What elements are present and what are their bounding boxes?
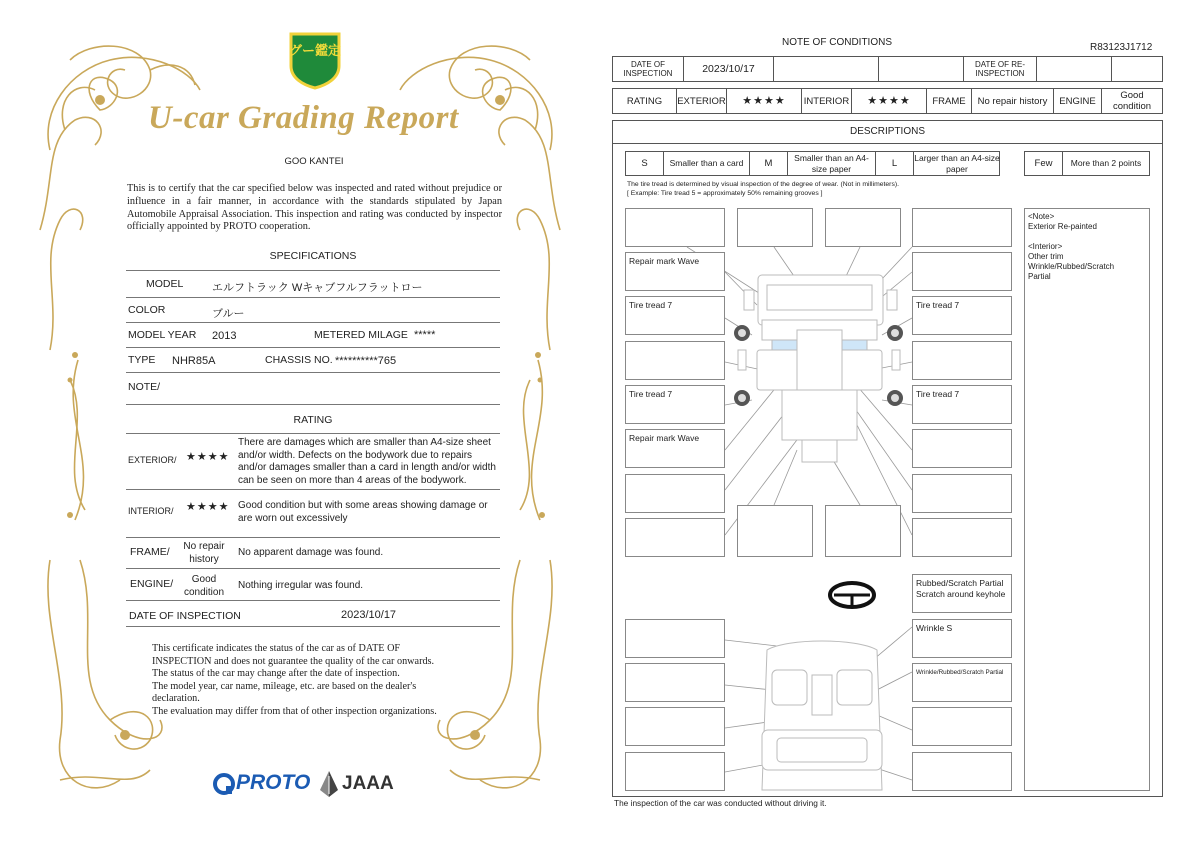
size-legend [625,151,1000,176]
specifications-heading: SPECIFICATIONS [269,250,357,262]
note-box [1024,208,1150,791]
spacer [1028,232,1146,242]
exterior-label: EXTERIOR [677,89,727,113]
footer-line: The status of the car may change after the date of inspection. [152,668,400,680]
divider [126,600,500,601]
proto-logo-text: PROTO [236,771,311,794]
interior-note-label: <Interior> [1028,242,1063,251]
footer-line: INSPECTION and does not guarantee the quality of the car onwards. [152,655,435,667]
diagram-box [825,505,901,557]
descriptions-heading: DESCRIPTIONS [612,120,1163,144]
conditions-heading: NOTE OF CONDITIONS [782,37,892,48]
divider [126,568,500,569]
diagram-box [912,474,1012,513]
model-value: エルフトラック Wキャブフルフラットロー [212,282,423,294]
conditions-footer: The inspection of the car was conducted without driving it. [614,798,827,808]
diagram-box [625,752,725,791]
footer-line: The evaluation may differ from that of other inspection organizations. [152,705,437,717]
interior-description: Good condition but with some areas showing damage or are worn out excessively [238,500,488,524]
note-line: Exterior Re-painted [1028,222,1097,231]
diagram-box [912,429,1012,468]
tire-note-line: [ Example: Tire tread 5 = approximately 50% remaining grooves ] [627,190,823,197]
diagram-box-trim: Wrinkle/Rubbed/Scratch Partial [912,663,1012,702]
color-label: COLOR [128,304,166,316]
legend-s: S [626,152,664,175]
diagram-box-tire-front-left: Tire tread 7 [625,296,725,335]
exterior-label: EXTERIOR/ [128,455,177,465]
footer-line: declaration. [152,693,200,705]
diagram-box [625,474,725,513]
diagram-box [737,208,813,247]
interior-stars: ★★★★ [852,89,927,113]
legend-s-desc: Smaller than a card [664,152,750,175]
diagram-box-tire-rear-right: Tire tread 7 [912,385,1012,424]
diagram-box-repair-wave-1: Repair mark Wave [625,252,725,291]
diagram-box [625,619,725,658]
diagram-box [912,341,1012,380]
model-label: MODEL [146,278,184,290]
diagram-box [825,208,901,247]
footer-line: This certificate indicates the status of the car as of DATE OF [152,643,401,654]
color-value: ブルー [212,308,245,320]
exterior-stars: ★★★★ [186,451,230,463]
metered-milage-value: ***** [414,329,436,341]
frame-label: FRAME/ [130,546,170,558]
interior-label: INTERIOR [802,89,852,113]
diagram-box-seat: Wrinkle S [912,619,1012,658]
rating-label: RATING [613,89,677,113]
diagram-box [912,252,1012,291]
divider [126,372,500,373]
divider [126,537,500,538]
rating-heading: RATING [293,414,333,426]
proto-mark-icon [212,772,236,796]
engine-description: Nothing irregular was found. [238,580,364,591]
note-line: Other trim [1028,252,1064,261]
diagram-box-tire-rear-left: Tire tread 7 [625,385,725,424]
legend-m: M [750,152,788,175]
date-of-inspection-value: 2023/10/17 [684,57,774,81]
diagram-box [912,208,1012,247]
date-of-inspection-value: 2023/10/17 [341,609,397,621]
type-value: NHR85A [172,355,216,367]
goo-kantei-logo [287,30,343,90]
engine-value: Good condition [183,574,225,598]
diagram-box [912,752,1012,791]
certificate-title: U-car Grading Report [148,100,459,136]
frame-value: No repair history [183,541,225,565]
jaaa-logo [318,770,398,798]
tire-tread-note [627,180,899,198]
engine-label: ENGINE/ [130,578,174,590]
engine-value: Good condition [1112,90,1152,112]
divider [126,433,500,434]
blank-cell [774,57,879,81]
certificate-footer [152,643,437,719]
document-id: R83123J1712 [1090,42,1153,53]
model-year-value: 2013 [212,330,237,342]
note-label: NOTE/ [128,381,161,393]
certification-intro: This is to certify that the car specified below was inspected and rated without prejudice or influence in a fair manner, in accordance with the standards stipulated by Japan Automobile Appraisal Association. This inspection and rating was conducted by inspector officially appointed by PROTO cooperation. [127,183,502,233]
diagram-box-repair-wave-2: Repair mark Wave [625,429,725,468]
metered-milage-label: METERED MILAGE [314,329,408,341]
exterior-stars: ★★★★ [727,89,802,113]
legend-few: Few [1025,152,1063,175]
logo-text: グー鑑定 [288,43,341,58]
diagram-box [625,707,725,746]
diagram-box [625,663,725,702]
type-label: TYPE [128,354,156,366]
note-line: Partial [1028,272,1051,281]
diagram-box-steering: Rubbed/Scratch Partial Scratch around keyhole [912,574,1012,613]
legend-l: L [876,152,914,175]
jaaa-mark-icon [318,770,340,798]
engine-label: ENGINE [1054,89,1102,113]
diagram-box [625,518,725,557]
diagram-box [912,707,1012,746]
frame-label: FRAME [927,89,972,113]
diagram-box [625,208,725,247]
diagram-box [737,505,813,557]
diagram-box [625,341,725,380]
footer-line: The model year, car name, mileage, etc. are based on the dealer's [152,680,417,692]
frame-value: No repair history [972,89,1054,113]
divider [126,626,500,627]
date-of-inspection-label: DATE OF INSPECTION [613,57,684,81]
divider [126,347,500,348]
blank-cell [1037,57,1112,81]
legend-m-desc: Smaller than an A4-size paper [788,152,876,175]
diagram-box-tire-front-right: Tire tread 7 [912,296,1012,335]
date-of-inspection-label: DATE OF INSPECTION [129,610,241,622]
blank-cell [879,57,964,81]
divider [126,270,500,271]
date-of-reinspection-label: DATE OF RE-INSPECTION [964,57,1037,81]
rating-row [612,88,1163,114]
divider [126,322,500,323]
exterior-description: There are damages which are smaller than A4-size sheet and/or width. Defects on the bodywork due to repairs and/or damages smaller than a card in length and/or width can be seen on more than 4 areas of the bodywork. [238,437,496,486]
legend-l-desc: Larger than an A4-size paper [914,152,1000,174]
few-legend [1024,151,1150,176]
note-label: <Note> [1028,212,1055,221]
diagram-box [912,518,1012,557]
interior-stars: ★★★★ [186,501,230,513]
note-line: Wrinkle/Rubbed/Scratch [1028,262,1115,271]
divider [126,297,500,298]
model-year-label: MODEL YEAR [128,329,197,341]
inspection-date-row [612,56,1163,82]
divider [126,404,500,405]
proto-logo [212,770,312,798]
steering-wheel-icon [830,583,874,607]
jaaa-logo-text: JAAA [342,773,394,794]
tire-note-line: The tire tread is determined by visual inspection of the degree of wear. (Not in millimeters). [627,181,899,188]
divider [126,489,500,490]
legend-few-desc: More than 2 points [1070,158,1142,168]
certificate-subtitle: GOO KANTEI [284,156,344,167]
chassis-value: **********765 [335,355,397,367]
chassis-label: CHASSIS NO. [265,354,333,366]
frame-description: No apparent damage was found. [238,547,384,558]
interior-label: INTERIOR/ [128,506,174,516]
